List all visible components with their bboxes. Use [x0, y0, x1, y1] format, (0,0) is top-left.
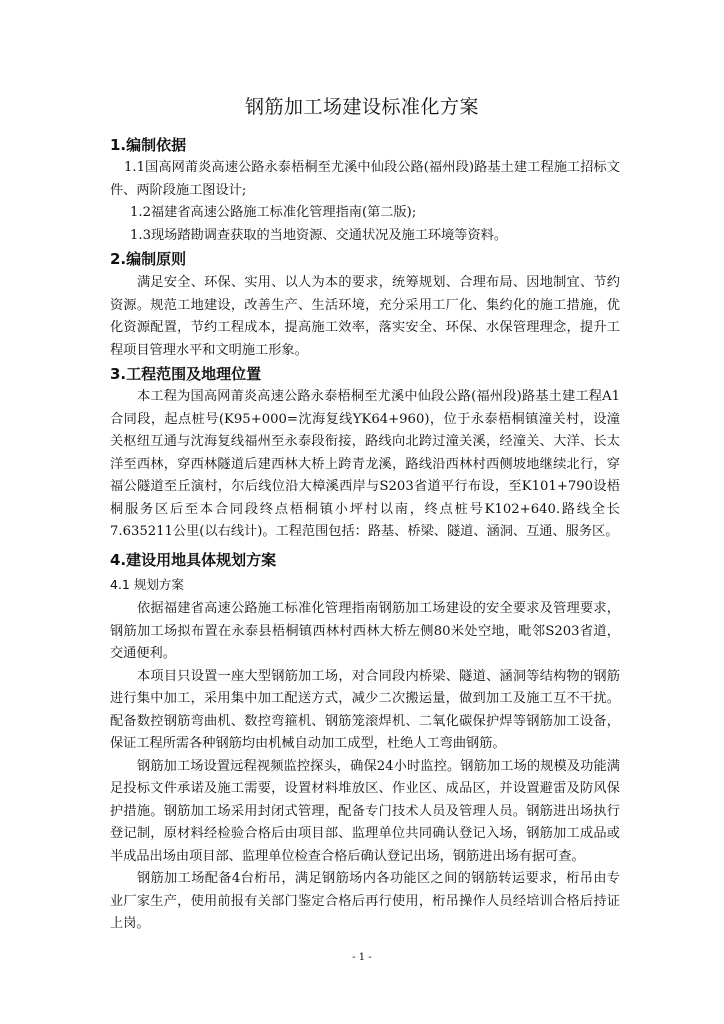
section-heading-3: 3.工程范围及地理位置: [110, 365, 262, 383]
paragraph: 钢筋加工场配备4台桁吊，满足钢筋场内各功能区之间的钢筋转运要求，桁吊由专业厂家生产，使用前报有关部门鉴定合格后再行使用，桁吊操作人员经培训合格后持证上岗。: [110, 871, 620, 931]
paragraph: 依据福建省高速公路施工标准化管理指南钢筋加工场建设的安全要求及管理要求，钢筋加工场拟布置在永泰县梧桐镇西林村西林大桥左侧80米处空地，毗邻S203省道，交通便利。: [110, 601, 620, 661]
list-item: 1.1国高网莆炎高速公路永泰梧桐至尤溪中仙段公路(福州段)路基土建工程施工招标文件、两阶段施工图设计;: [110, 160, 620, 198]
section-3-body: [110, 386, 620, 544]
document-title: 钢筋加工场建设标准化方案: [244, 96, 479, 118]
list-item: 1.3现场踏勘调查获取的当地资源、交通状况及施工环境等资料。: [130, 227, 508, 243]
section-heading-4: 4.建设用地具体规划方案: [110, 551, 277, 569]
paragraph: 满足安全、环保、实用、以人为本的要求，统筹规划、合理布局、因地制宜、节约资源。规范工地建设，改善生产、生活环境，充分采用工厂化、集约化的施工措施，优化资源配置，节约工程成本，提高施工效率，落实安全、环保、水保管理理念，提升工程项目管理水平和文明施工形象。: [110, 275, 620, 358]
section-2-body: [110, 272, 620, 362]
paragraph: 本工程为国高网莆炎高速公路永泰梧桐至尤溪中仙段公路(福州段)路基土建工程A1合同段，起点桩号(K95+000=沈海复线YK64+960)，位于永泰梧桐镇潼关村，设潼关枢纽互通与沈海复线福州至永泰段衔接，路线向北跨过潼关溪，经潼关、大洋、长太洋至西林，穿西林隧道后建西林大桥上跨青龙溪，路线沿西林村西侧坡地继续北行，穿福公隧道至丘演村，尔后线位沿大樟溪西岸与S203省道平行布设，至K101+790设梧桐服务区后至本合同段终点梧桐镇小坪村以南，终点桩号K102+640.路线全长7.635211公里(以右线计)。工程范围包括：路基、桥梁、隧道、涵洞、互通、服务区。: [110, 389, 620, 539]
subsection-heading: 4.1 规划方案: [110, 577, 184, 592]
paragraph: 本项目只设置一座大型钢筋加工场，对合同段内桥梁、隧道、涵洞等结构物的钢筋进行集中加工，采用集中加工配送方式，减少二次搬运量，做到加工及施工互不干扰。配备数控钢筋弯曲机、数控弯箍机、钢筋笼滚焊机、二氧化碳保护焊等钢筋加工设备，保证工程所需各种钢筋均由机械自动加工成型，杜绝人工弯曲钢筋。: [110, 668, 620, 751]
section-1-body: [110, 157, 620, 247]
section-heading-2: 2.编制原则: [110, 250, 187, 268]
page-number: - 1 -: [352, 952, 372, 963]
paragraph: 钢筋加工场设置远程视频监控探头，确保24小时监控。钢筋加工场的规模及功能满足投标文件承诺及施工需要，设置材料堆放区、作业区、成品区，并设置避雷及防风保护措施。钢筋加工场采用封闭式管理，配备专门技术人员及管理人员。钢筋进出场执行登记制，原材料经检验合格后由项目部、监理单位共同确认登记入场，钢筋加工成品或半成品出场由项目部、监理单位检查合格后确认登记出场，钢筋进出场有据可查。: [110, 758, 620, 864]
section-heading-1: 1.编制依据: [110, 136, 187, 154]
section-4-body: [110, 598, 620, 936]
list-item: 1.2福建省高速公路施工标准化管理指南(第二版);: [130, 205, 417, 220]
